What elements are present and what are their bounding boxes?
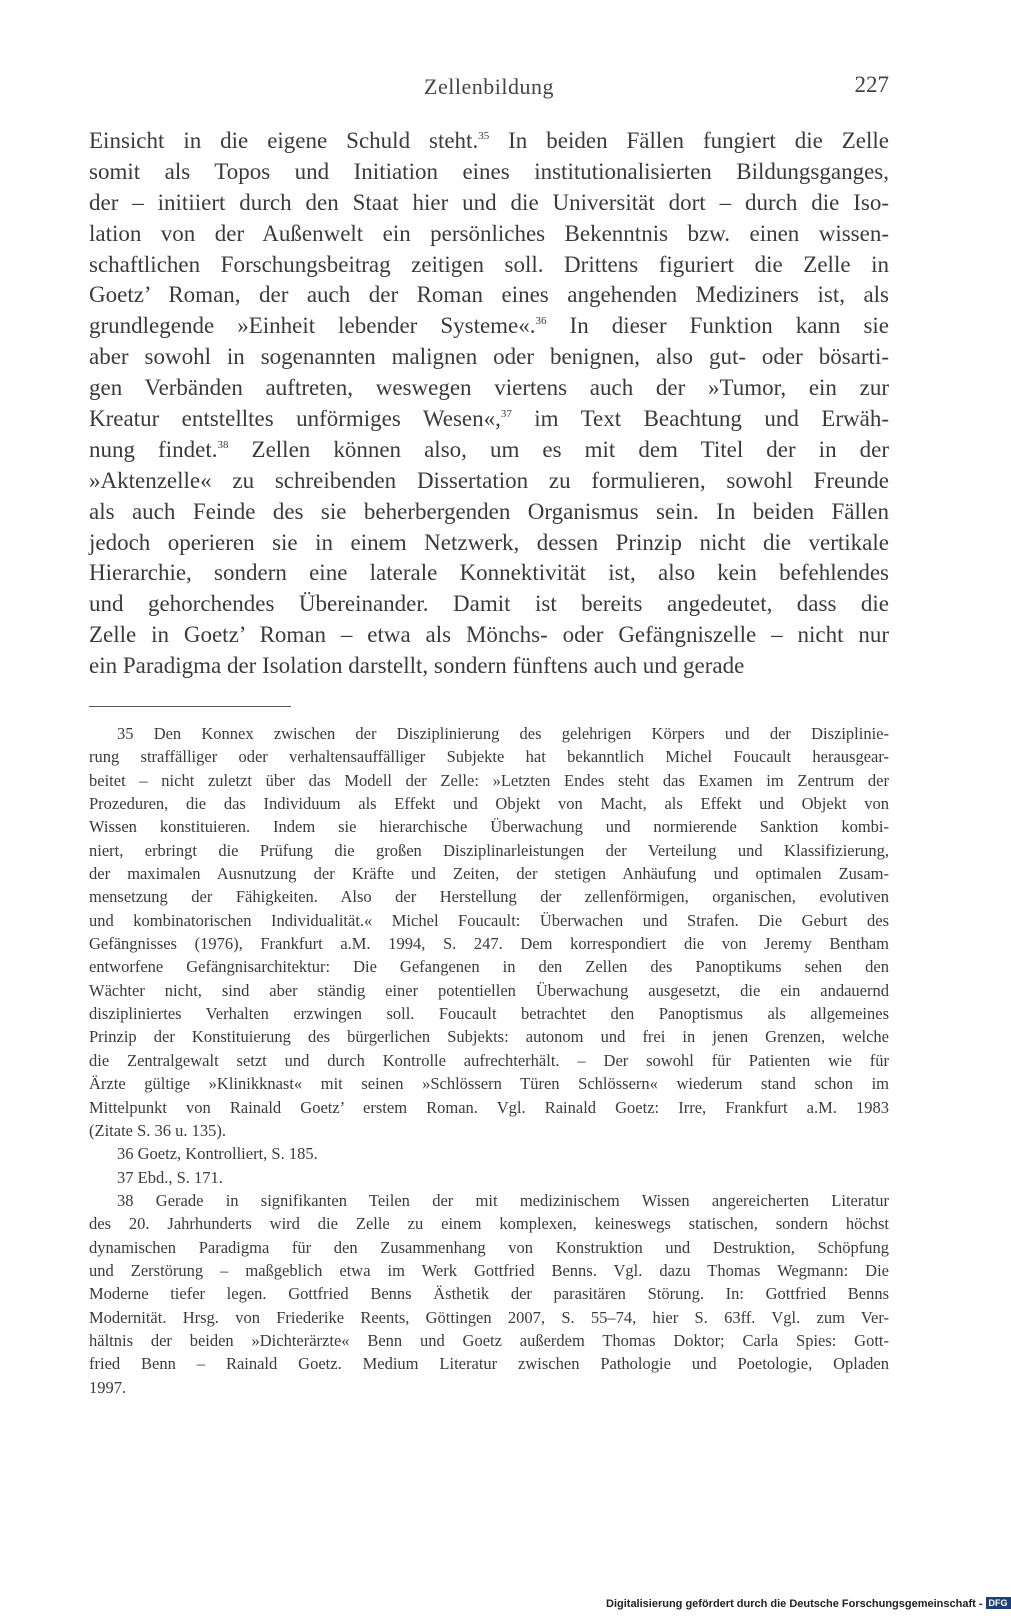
footnote-line: Mittelpunkt von Rainald Goetz’ erstem Roman. Vgl. Rainald Goetz: Irre, Frankfurt a.M. 1983 (89, 1097, 889, 1117)
text-segment: und gehorchendes Übereinander. Damit ist bereits angedeutet, dass die (89, 591, 889, 617)
running-title: Zellenbildung (424, 74, 554, 99)
footnote-line: 36 Goetz, Kontrolliert, S. 185. (117, 1144, 318, 1164)
text-line (89, 311, 889, 342)
text-segment: Kreatur entstelltes unförmiges Wesen«, (89, 406, 501, 432)
footnote-line: hältnis der beiden »Dichterärzte« Benn und Goetz außerdem Thomas Doktor; Carla Spies: Gott- (89, 1330, 889, 1350)
footnote-line: fried Benn – Rainald Goetz. Medium Literatur zwischen Pathologie und Poetologie, Opladen (89, 1354, 889, 1374)
text-line (89, 188, 889, 219)
footnote-line: Ärzte gültige »Klinikknast« mit seinen »Schlössern Türen Schlössern« wiederum stand schon im (89, 1074, 889, 1094)
text-line (89, 528, 889, 559)
footnote-marker: 36 (535, 315, 547, 328)
digitization-credit (606, 1597, 1008, 1615)
text-segment: Zellen können also, um es mit dem Titel der in der (228, 436, 890, 462)
footnote-line: 38 Gerade in signifikanten Teilen der mit medizinischem Wissen angereicherten Literatur (117, 1190, 889, 1210)
footnote-separator (89, 706, 291, 707)
text-line (89, 250, 889, 281)
footnote-marker: 38 (217, 438, 229, 451)
text-segment: als auch Feinde des sie beherbergenden Organismus sein. In beiden Fällen (89, 498, 889, 524)
text-segment: lation von der Außenwelt ein persönliches Bekenntnis bzw. einen wissen- (89, 220, 889, 246)
text-line (89, 435, 889, 466)
text-segment: somit als Topos und Initiation eines institutionalisierten Bildungsganges, (89, 158, 889, 184)
footnote-line: rung straffälliger oder verhaltensauffälliger Subjekte hat bekanntlich Michel Foucault herausgear- (89, 747, 889, 767)
footnote-marker: 35 (478, 130, 490, 142)
text-segment: im Text Beachtung und Erwäh- (511, 406, 889, 432)
footnote-line: Moderne tiefer legen. Gottfried Benns Ästhetik der parasitären Störung. In: Gottfried Benns (89, 1284, 889, 1304)
text-segment: Hierarchie, sondern eine laterale Konnektivität ist, also kein befehlendes (89, 560, 889, 586)
footnote-line: Wächter nicht, sind aber ständig einer potentiellen Überwachung ausgesetzt, die ein andauernd (89, 980, 889, 1000)
running-header (89, 74, 889, 114)
footnote-line: Modernität. Hrsg. von Friederike Reents, Göttingen 2007, S. 55–74, hier S. 63ff. Vgl. zum Ver- (89, 1307, 889, 1327)
footnote-line: 37 Ebd., S. 171. (117, 1167, 223, 1187)
footnote-line: und kombinatorischen Individualität.« Michel Foucault: Überwachen und Strafen. Die Geburt des (89, 910, 889, 930)
text-line (89, 466, 889, 497)
main-text (89, 126, 889, 682)
footnotes (89, 722, 889, 1399)
footnote-line: Wissen konstituieren. Indem sie hierarchische Überwachung und normierende Sanktion kombi- (89, 817, 889, 837)
footnote-line: Gefängnisses (1976), Frankfurt a.M. 1994, S. 247. Dem korrespondiert die von Jeremy Bentham (89, 934, 889, 954)
footnote-line: (Zitate S. 36 u. 135). (89, 1120, 227, 1140)
text-line (89, 342, 889, 373)
text-line (89, 157, 889, 188)
footnote-line: niert, erbringt die Prüfung die großen Disziplinarleistungen der Verteilung und Klassifizierung, (89, 840, 889, 860)
text-segment: gen Verbänden auftreten, weswegen viertens auch der »Tumor, ein zur (89, 375, 889, 401)
text-segment: Zelle in Goetz’ Roman – etwa als Mönchs- oder Gefängniszelle – nicht nur (89, 622, 889, 648)
text-segment: Einsicht in die eigene Schuld steht. (89, 128, 479, 153)
text-segment: In beiden Fällen fungiert die Zelle (489, 128, 889, 153)
text-line (89, 219, 889, 250)
text-segment: ein Paradigma der Isolation darstellt, sondern fünftens auch und gerade (89, 653, 745, 679)
text-line (89, 558, 889, 589)
text-line (89, 651, 889, 682)
credit-text: Digitalisierung gefördert durch die Deutsche Forschungsgemeinschaft - (606, 1598, 983, 1610)
footnote-line: diszipliniertes Verhalten erzwingen soll. Foucault betrachtet den Panoptismus als allgemeines (89, 1004, 889, 1024)
footnote-line: der maximalen Ausnutzung der Kräfte und Zeiten, der stetigen Anhäufung und optimalen Zusam- (89, 864, 889, 884)
text-segment: nung findet. (89, 436, 218, 462)
text-segment: »Aktenzelle« zu schreibenden Dissertation zu formulieren, sowohl Freunde (89, 467, 889, 493)
page-number: 227 (854, 72, 889, 97)
text-line (89, 589, 889, 620)
footnote-marker: 37 (500, 408, 512, 421)
text-segment: In dieser Funktion kann sie (546, 313, 889, 339)
text-segment: jedoch operieren sie in einem Netzwerk, dessen Prinzip nicht die vertikale (89, 529, 889, 555)
footnote-line: 35 Den Konnex zwischen der Disziplinierung des gelehrigen Körpers und der Disziplinie- (117, 724, 889, 743)
text-segment: grundlegende »Einheit lebender Systeme«. (89, 313, 536, 339)
footnote-line: die Zentralgewalt setzt und durch Kontrolle aufrechterhält. – Der sowohl für Patienten wie für (89, 1050, 889, 1070)
text-segment: Goetz’ Roman, der auch der Roman eines angehenden Mediziners ist, als (89, 282, 889, 308)
text-line (89, 280, 889, 311)
text-line (89, 126, 889, 157)
footnote-line: und Zerstörung – maßgeblich etwa im Werk Gottfried Benns. Vgl. dazu Thomas Wegmann: Die (89, 1260, 889, 1280)
footnote-line: mensetzung der Fähigkeiten. Also der Herstellung der zellenförmigen, organischen, evolutiven (89, 887, 889, 907)
footnote-line: beitet – nicht zuletzt über das Modell der Zelle: »Letzten Endes steht das Examen im Zentrum der (89, 770, 889, 790)
footnote-line: des 20. Jahrhunderts wird die Zelle zu einem komplexen, keineswegs statischen, sondern höchst (89, 1214, 889, 1234)
text-segment: aber sowohl in sogenannten malignen oder benignen, also gut- oder bösarti- (89, 344, 889, 370)
footnote-line: Prinzip der Konstituierung des bürgerlichen Subjekts: autonom und frei in jenen Grenzen, welche (89, 1027, 889, 1047)
text-line (89, 373, 889, 404)
text-segment: der – initiiert durch den Staat hier und die Universität dort – durch die Iso- (89, 189, 889, 215)
footnote-line: entworfene Gefängnisarchitektur: Die Gefangenen in den Zellen des Panoptikums sehen den (89, 957, 889, 977)
footnote-line: 1997. (89, 1377, 127, 1397)
dfg-logo: DFG (986, 1597, 1011, 1609)
footnote-line: dynamischen Paradigma für den Zusammenhang von Konstruktion und Destruktion, Schöpfung (89, 1237, 889, 1257)
text-line (89, 404, 889, 435)
footnote-line: Prozeduren, die das Individuum als Effekt und Objekt von Macht, als Effekt und Objekt von (89, 794, 889, 814)
text-line (89, 497, 889, 528)
text-segment: schaftlichen Forschungsbeitrag zeitigen soll. Drittens figuriert die Zelle in (89, 251, 889, 277)
text-line (89, 620, 889, 651)
